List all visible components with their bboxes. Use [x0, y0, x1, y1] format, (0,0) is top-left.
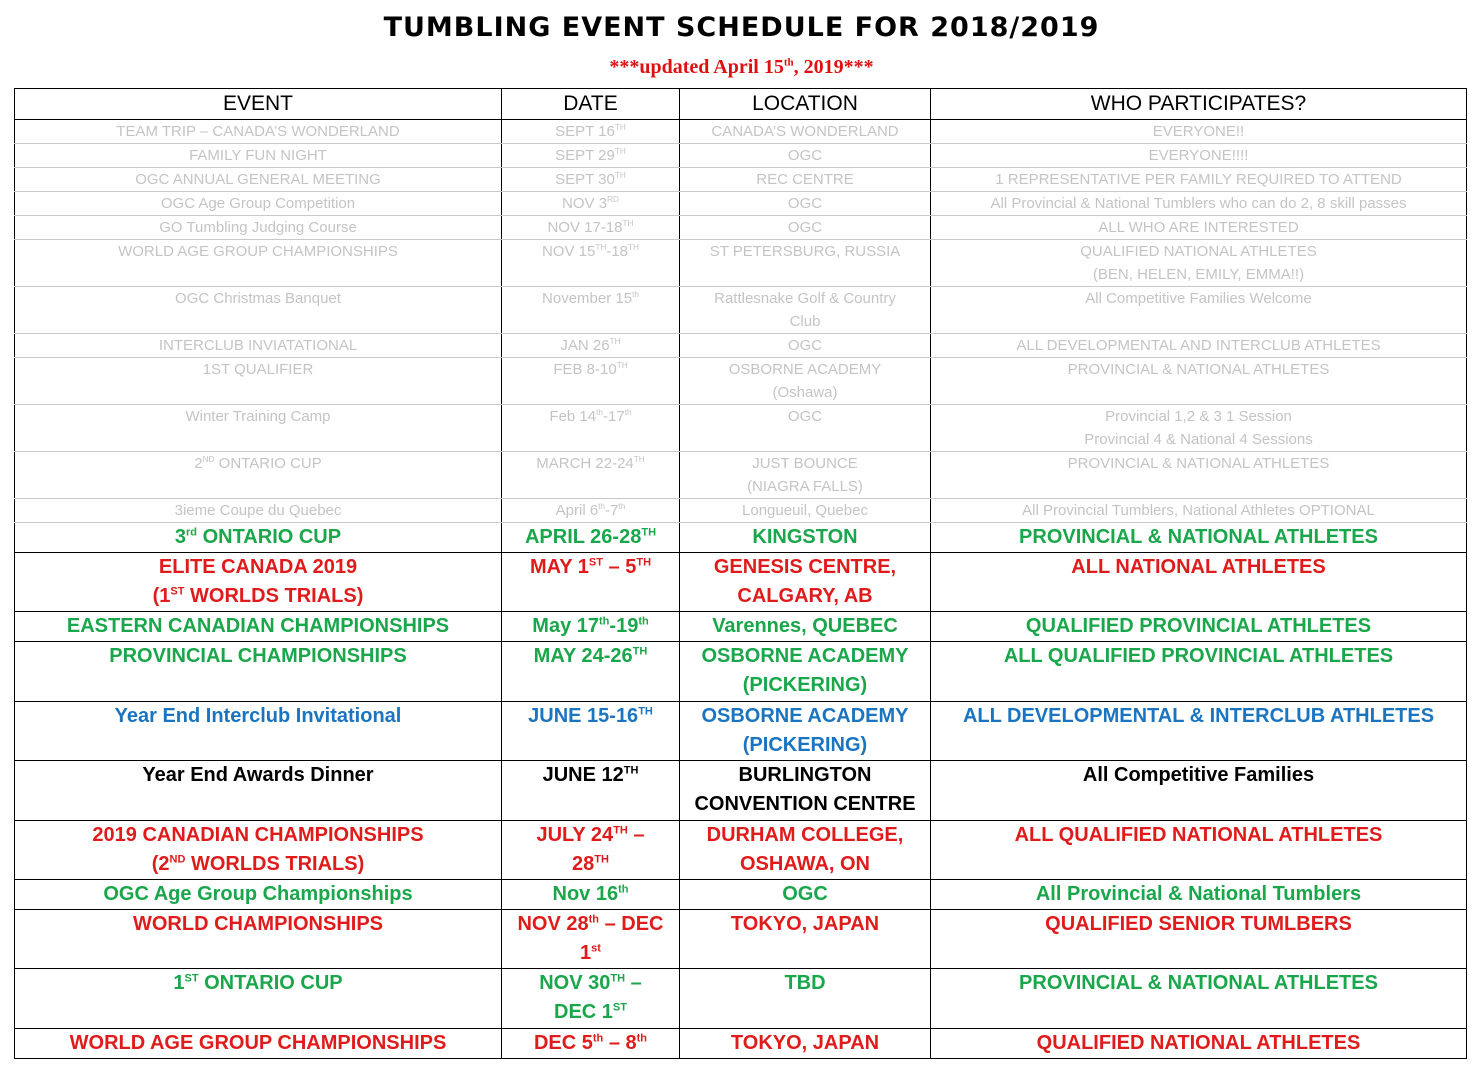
- update-notice-superscript: th: [783, 56, 794, 69]
- location-cell: [680, 761, 931, 821]
- date-cell: [502, 144, 680, 168]
- cell-text: ALL WHO ARE INTERESTED: [1098, 219, 1299, 236]
- event-cell: [15, 1029, 502, 1059]
- cell-text: ALL QUALIFIED PROVINCIAL ATHLETES: [1003, 645, 1394, 667]
- participants-cell: [931, 821, 1467, 880]
- location-cell: [680, 358, 931, 405]
- event-cell: [15, 880, 502, 910]
- event-cell: [15, 287, 502, 334]
- ordinal-suffix: th: [596, 408, 603, 417]
- schedule-body: [15, 120, 1467, 1059]
- cell-text: QUALIFIED PROVINCIAL ATHLETES: [1025, 615, 1372, 637]
- event-row: [15, 880, 1467, 910]
- cell-text: PROVINCIAL & NATIONAL ATHLETES: [1019, 526, 1378, 548]
- cell-text: APRIL 26-28TH: [524, 526, 657, 548]
- event-cell: [15, 523, 502, 553]
- cell-text: Year End Interclub Invitational: [114, 705, 402, 727]
- column-header-location: LOCATION: [680, 89, 931, 120]
- location-cell: [680, 287, 931, 334]
- ordinal-suffix: th: [599, 615, 610, 628]
- participants-cell: [931, 642, 1467, 702]
- event-cell: [15, 761, 502, 821]
- participants-cell: [931, 405, 1467, 452]
- cell-text: ELITE CANADA 2019: [158, 556, 358, 578]
- cell-text: 1st: [580, 942, 601, 964]
- location-cell: [680, 168, 931, 192]
- column-header-date: DATE: [502, 89, 680, 120]
- cell-text: 1 REPRESENTATIVE PER FAMILY REQUIRED TO ATTEND: [995, 171, 1402, 188]
- ordinal-suffix: TH: [595, 243, 607, 252]
- participants-cell: [931, 144, 1467, 168]
- past-event-row: [15, 240, 1467, 287]
- participants-cell: [931, 192, 1467, 216]
- date-cell: [502, 821, 680, 880]
- cell-text: ALL DEVELOPMENTAL & INTERCLUB ATHLETES: [962, 705, 1435, 727]
- participants-cell: [931, 287, 1467, 334]
- date-cell: [502, 523, 680, 553]
- date-cell: [502, 910, 680, 969]
- location-cell: [680, 120, 931, 144]
- participants-cell: [931, 168, 1467, 192]
- cell-text: ALL DEVELOPMENTAL AND INTERCLUB ATHLETES: [1016, 337, 1381, 354]
- cell-text: BURLINGTON: [738, 764, 872, 786]
- location-cell: [680, 969, 931, 1029]
- cell-text: April 6th-7th: [555, 502, 626, 519]
- ordinal-suffix: st: [591, 942, 601, 955]
- date-cell: [502, 287, 680, 334]
- cell-text: PROVINCIAL & NATIONAL ATHLETES: [1019, 972, 1378, 994]
- date-cell: [502, 216, 680, 240]
- cell-text: All Provincial & National Tumblers: [1035, 883, 1362, 905]
- cell-text: Longueuil, Quebec: [742, 502, 868, 519]
- cell-text: EVERYONE!!: [1152, 123, 1245, 140]
- cell-text: PROVINCIAL CHAMPIONSHIPS: [109, 645, 407, 667]
- location-cell: [680, 880, 931, 910]
- cell-text: (Oshawa): [772, 384, 838, 401]
- cell-text: (1ST WORLDS TRIALS): [152, 585, 364, 607]
- past-event-row: [15, 287, 1467, 334]
- date-cell: [502, 880, 680, 910]
- cell-text: OSBORNE ACADEMY: [728, 361, 882, 378]
- location-cell: [680, 702, 931, 761]
- update-notice: [0, 56, 1483, 79]
- location-cell: [680, 642, 931, 702]
- cell-text: 28TH: [572, 853, 609, 875]
- cell-text: All Competitive Families: [1082, 764, 1315, 786]
- cell-text: SEPT 29TH: [555, 147, 626, 164]
- cell-text: (PICKERING): [742, 734, 868, 756]
- event-cell: [15, 969, 502, 1029]
- cell-text: Club: [789, 313, 821, 330]
- date-cell: [502, 642, 680, 702]
- past-event-row: [15, 452, 1467, 499]
- cell-text: November 15th: [542, 290, 639, 307]
- ordinal-suffix: TH: [614, 147, 626, 156]
- update-notice-year: , 2019***: [793, 56, 874, 78]
- location-cell: [680, 240, 931, 287]
- event-row: [15, 761, 1467, 821]
- cell-text: Provincial 4 & National 4 Sessions: [1084, 431, 1313, 448]
- cell-text: Varennes, QUEBEC: [712, 615, 898, 637]
- event-row: [15, 553, 1467, 612]
- event-cell: [15, 499, 502, 523]
- cell-text: CONVENTION CENTRE: [694, 793, 916, 815]
- ordinal-suffix: TH: [623, 764, 639, 777]
- cell-text: QUALIFIED SENIOR TUMLBERS: [1045, 913, 1352, 935]
- cell-text: Nov 16th: [552, 883, 629, 905]
- cell-text: NOV 30TH –: [539, 972, 642, 994]
- participants-cell: [931, 1029, 1467, 1059]
- location-cell: [680, 612, 931, 642]
- past-event-row: [15, 120, 1467, 144]
- cell-text: TEAM TRIP – CANADA’S WONDERLAND: [116, 123, 400, 140]
- event-cell: [15, 334, 502, 358]
- cell-text: JUNE 15-16TH: [528, 705, 653, 727]
- past-event-row: [15, 499, 1467, 523]
- cell-text: OGC ANNUAL GENERAL MEETING: [135, 171, 381, 188]
- cell-text: (2ND WORLDS TRIALS): [151, 853, 365, 875]
- cell-text: OGC: [787, 337, 823, 354]
- ordinal-suffix: th: [636, 1032, 648, 1045]
- cell-text: TOKYO, JAPAN: [730, 913, 880, 935]
- cell-text: NOV 28th – DEC: [517, 913, 664, 935]
- location-cell: [680, 553, 931, 612]
- location-cell: [680, 910, 931, 969]
- ordinal-suffix: TH: [614, 123, 626, 132]
- cell-text: WORLD AGE GROUP CHAMPIONSHIPS: [69, 1032, 447, 1054]
- update-notice-text: ***updated April 15: [609, 56, 784, 78]
- cell-text: SEPT 30TH: [555, 171, 626, 188]
- header-row: [15, 89, 1467, 120]
- event-cell: [15, 216, 502, 240]
- event-cell: [15, 405, 502, 452]
- cell-text: OGC: [787, 219, 823, 236]
- event-cell: [15, 240, 502, 287]
- date-cell: [502, 553, 680, 612]
- cell-text: ALL NATIONAL ATHLETES: [1071, 556, 1326, 578]
- participants-cell: [931, 969, 1467, 1029]
- event-cell: [15, 452, 502, 499]
- cell-text: NOV 15TH-18TH: [541, 243, 640, 260]
- cell-text: ST PETERSBURG, RUSSIA: [709, 243, 901, 260]
- event-cell: [15, 642, 502, 702]
- schedule-table: [14, 88, 1467, 1059]
- event-cell: [15, 910, 502, 969]
- cell-text: MARCH 22-24TH: [536, 455, 645, 472]
- date-cell: [502, 1029, 680, 1059]
- event-cell: [15, 358, 502, 405]
- ordinal-suffix: TH: [628, 243, 640, 252]
- cell-text: OGC Christmas Banquet: [175, 290, 341, 307]
- cell-text: SEPT 16TH: [555, 123, 626, 140]
- cell-text: 1ST QUALIFIER: [202, 361, 314, 378]
- cell-text: CALGARY, AB: [737, 585, 873, 607]
- ordinal-suffix: TH: [638, 705, 653, 718]
- cell-text: Winter Training Camp: [185, 408, 331, 425]
- participants-cell: [931, 880, 1467, 910]
- cell-text: 1ST ONTARIO CUP: [173, 972, 343, 994]
- cell-text: OGC: [787, 408, 823, 425]
- cell-text: FEB 8-10TH: [553, 361, 628, 378]
- past-event-row: [15, 216, 1467, 240]
- cell-text: OGC: [787, 195, 823, 212]
- past-event-row: [15, 168, 1467, 192]
- cell-text: May 17th-19th: [532, 615, 649, 637]
- ordinal-suffix: th: [588, 913, 600, 926]
- ordinal-suffix: TH: [609, 337, 621, 346]
- cell-text: OSBORNE ACADEMY: [701, 645, 909, 667]
- participants-cell: [931, 452, 1467, 499]
- cell-text: Year End Awards Dinner: [142, 764, 374, 786]
- cell-text: OGC Age Group Championships: [103, 883, 413, 905]
- cell-text: JAN 26TH: [560, 337, 621, 354]
- participants-cell: [931, 240, 1467, 287]
- date-cell: [502, 612, 680, 642]
- event-row: [15, 910, 1467, 969]
- ordinal-suffix: TH: [632, 645, 648, 658]
- past-event-row: [15, 192, 1467, 216]
- event-cell: [15, 612, 502, 642]
- location-cell: [680, 1029, 931, 1059]
- cell-text: PROVINCIAL & NATIONAL ATHLETES: [1067, 455, 1330, 472]
- ordinal-suffix: th: [632, 290, 639, 299]
- event-cell: [15, 192, 502, 216]
- ordinal-suffix: th: [638, 615, 649, 628]
- cell-text: All Provincial Tumblers, National Athletes OPTIONAL: [1022, 502, 1375, 519]
- participants-cell: [931, 761, 1467, 821]
- cell-text: MAY 24-26TH: [533, 645, 648, 667]
- location-cell: [680, 452, 931, 499]
- location-cell: [680, 334, 931, 358]
- cell-text: OGC: [787, 147, 823, 164]
- event-row: [15, 1029, 1467, 1059]
- participants-cell: [931, 910, 1467, 969]
- cell-text: Provincial 1,2 & 3 1 Session: [1105, 408, 1292, 425]
- cell-text: WORLD CHAMPIONSHIPS: [133, 913, 383, 935]
- cell-text: 2ND ONTARIO CUP: [194, 455, 322, 472]
- cell-text: (BEN, HELEN, EMILY, EMMA!!): [1092, 266, 1305, 283]
- location-cell: [680, 192, 931, 216]
- participants-cell: [931, 523, 1467, 553]
- cell-text: (NIAGRA FALLS): [747, 478, 863, 495]
- ordinal-suffix: th: [592, 1032, 604, 1045]
- date-cell: [502, 969, 680, 1029]
- ordinal-suffix: ST: [612, 1001, 627, 1014]
- date-cell: [502, 120, 680, 144]
- event-row: [15, 969, 1467, 1029]
- cell-text: JUST BOUNCE: [752, 455, 858, 472]
- date-cell: [502, 240, 680, 287]
- ordinal-suffix: th: [618, 502, 626, 511]
- cell-text: DEC 5th – 8th: [533, 1032, 648, 1054]
- cell-text: REC CENTRE: [756, 171, 854, 188]
- ordinal-suffix: th: [598, 502, 606, 511]
- location-cell: [680, 144, 931, 168]
- date-cell: [502, 499, 680, 523]
- past-event-row: [15, 144, 1467, 168]
- participants-cell: [931, 334, 1467, 358]
- participants-cell: [931, 358, 1467, 405]
- cell-text: FAMILY FUN NIGHT: [189, 147, 327, 164]
- location-cell: [680, 216, 931, 240]
- cell-text: TBD: [784, 972, 826, 994]
- event-row: [15, 702, 1467, 761]
- cell-text: OSBORNE ACADEMY: [701, 705, 909, 727]
- cell-text: NOV 3RD: [562, 195, 619, 212]
- cell-text: Rattlesnake Golf & Country: [714, 290, 896, 307]
- cell-text: DURHAM COLLEGE,: [706, 824, 904, 846]
- ordinal-suffix: TH: [622, 219, 634, 228]
- location-cell: [680, 821, 931, 880]
- ordinal-suffix: TH: [614, 171, 626, 180]
- event-cell: [15, 821, 502, 880]
- event-row: [15, 642, 1467, 702]
- past-event-row: [15, 334, 1467, 358]
- participants-cell: [931, 612, 1467, 642]
- ordinal-suffix: TH: [594, 853, 609, 866]
- ordinal-suffix: ST: [184, 972, 199, 985]
- ordinal-suffix: ND: [169, 853, 186, 866]
- ordinal-suffix: TH: [616, 361, 628, 370]
- cell-text: MAY 1ST – 5TH: [529, 556, 652, 578]
- participants-cell: [931, 499, 1467, 523]
- date-cell: [502, 452, 680, 499]
- page-title: TUMBLING EVENT SCHEDULE FOR 2018/2019: [383, 12, 1100, 43]
- location-cell: [680, 523, 931, 553]
- ordinal-suffix: ST: [170, 585, 185, 598]
- cell-text: GO Tumbling Judging Course: [159, 219, 357, 236]
- cell-text: (PICKERING): [742, 674, 868, 696]
- date-cell: [502, 761, 680, 821]
- cell-text: KINGSTON: [752, 526, 858, 548]
- cell-text: 2019 CANADIAN CHAMPIONSHIPS: [92, 824, 424, 846]
- event-row: [15, 612, 1467, 642]
- cell-text: CANADA’S WONDERLAND: [711, 123, 899, 140]
- cell-text: EVERYONE!!!!: [1148, 147, 1249, 164]
- event-cell: [15, 120, 502, 144]
- participants-cell: [931, 702, 1467, 761]
- cell-text: OGC: [782, 883, 828, 905]
- ordinal-suffix: RD: [607, 195, 619, 204]
- cell-text: JULY 24TH –: [536, 824, 645, 846]
- event-cell: [15, 702, 502, 761]
- date-cell: [502, 702, 680, 761]
- participants-cell: [931, 216, 1467, 240]
- cell-text: WORLD AGE GROUP CHAMPIONSHIPS: [118, 243, 398, 260]
- ordinal-suffix: rd: [186, 526, 198, 539]
- cell-text: INTERCLUB INVIATATIONAL: [158, 337, 358, 354]
- past-event-row: [15, 358, 1467, 405]
- location-cell: [680, 499, 931, 523]
- cell-text: GENESIS CENTRE,: [713, 556, 897, 578]
- ordinal-suffix: TH: [636, 556, 652, 569]
- column-header-participants: WHO PARTICIPATES?: [931, 89, 1467, 120]
- ordinal-suffix: ST: [588, 556, 603, 569]
- cell-text: 3ieme Coupe du Quebec: [174, 502, 342, 519]
- cell-text: EASTERN CANADIAN CHAMPIONSHIPS: [66, 615, 450, 637]
- cell-text: All Competitive Families Welcome: [1085, 290, 1312, 307]
- cell-text: Feb 14th-17th: [549, 408, 632, 425]
- ordinal-suffix: TH: [641, 526, 657, 539]
- date-cell: [502, 358, 680, 405]
- column-header-event: EVENT: [15, 89, 502, 120]
- cell-text: DEC 1ST: [554, 1001, 627, 1023]
- date-cell: [502, 192, 680, 216]
- date-cell: [502, 334, 680, 358]
- event-row: [15, 821, 1467, 880]
- cell-text: OSHAWA, ON: [739, 853, 870, 875]
- ordinal-suffix: th: [618, 883, 629, 896]
- date-cell: [502, 405, 680, 452]
- cell-text: All Provincial & National Tumblers who can do 2, 8 skill passes: [990, 195, 1407, 212]
- event-cell: [15, 144, 502, 168]
- participants-cell: [931, 553, 1467, 612]
- cell-text: QUALIFIED NATIONAL ATHLETES: [1080, 243, 1317, 260]
- date-cell: [502, 168, 680, 192]
- cell-text: PROVINCIAL & NATIONAL ATHLETES: [1067, 361, 1330, 378]
- ordinal-suffix: ND: [202, 455, 215, 464]
- cell-text: OGC Age Group Competition: [160, 195, 356, 212]
- ordinal-suffix: TH: [613, 824, 628, 837]
- participants-cell: [931, 120, 1467, 144]
- event-cell: [15, 168, 502, 192]
- event-row: [15, 523, 1467, 553]
- cell-text: JUNE 12TH: [542, 764, 639, 786]
- ordinal-suffix: TH: [633, 455, 645, 464]
- event-cell: [15, 553, 502, 612]
- past-event-row: [15, 405, 1467, 452]
- cell-text: NOV 17-18TH: [547, 219, 634, 236]
- location-cell: [680, 405, 931, 452]
- cell-text: QUALIFIED NATIONAL ATHLETES: [1036, 1032, 1361, 1054]
- cell-text: ALL QUALIFIED NATIONAL ATHLETES: [1014, 824, 1383, 846]
- ordinal-suffix: TH: [610, 972, 626, 985]
- ordinal-suffix: th: [624, 408, 632, 417]
- cell-text: TOKYO, JAPAN: [730, 1032, 880, 1054]
- cell-text: 3rd ONTARIO CUP: [174, 526, 342, 548]
